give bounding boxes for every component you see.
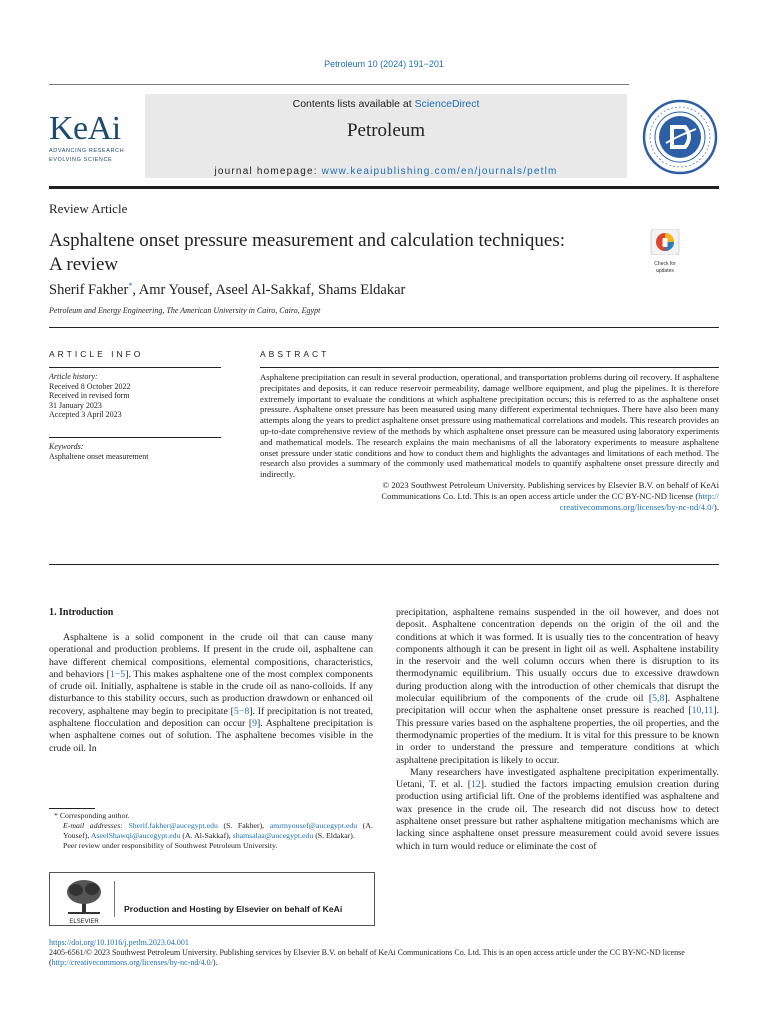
doi-link[interactable]: https://doi.org/10.1016/j.petlm.2023.04.001 (49, 938, 189, 947)
article-type: Review Article (49, 201, 128, 216)
crossmark-label-2: updates (656, 268, 674, 274)
abstract-rule (260, 367, 719, 368)
abstract-text: Asphaltene precipitation can result in several production, operational, and transportation problems during oil recovery. If asphaltene precipitates and deposits, it can reduce reservoir permeability, damage wellbore equipment, and plug the pipelines. It is therefore extremely important to evaluate the conditions at which asphaltene precipitation occurs; this is referred to as the asphaltene onset pressure. Asphaltene onset pressure has been measured using many different experimental techniques. There have also been many attempts along the years to predict asphaltene onset pressure using mathematical correlations and models. This research provides an up-to-date comprehensive review of the methods by which asphaltene onset pressure can be measured using laboratory experiments and mathematical models. The research explains the main mechanisms of all the laboratory experiments to measure asphaltene onset pressure under static conditions and how to conduct them and highlights the advantages and limitations of each method. The research also provides a summary of the commonly used mathematical models to quantify asphaltene onset pressure directly and indirectly. © 2023 Southwest Petroleum University. Publishing services by Elsevier B.V. on behalf of KeAi Communications Co. Ltd. This is an open access article under the CC BY-NC-ND license (http:// creativecommons.org/licenses/by-nc-nd/4.0/). (260, 372, 719, 512)
journal-homepage: journal homepage: www.keaipublishing.com/en/journals/petlm (214, 166, 558, 177)
footnote-rule (49, 808, 95, 809)
citation-link[interactable]: 12 (471, 779, 481, 791)
keywords-rule (49, 437, 221, 438)
running-head[interactable]: Petroleum 10 (2024) 191−201 (324, 59, 444, 69)
author-list: Sherif Fakher*, Amr Yousef, Aseel Al-Sakkaf, Shams Eldakar (49, 281, 406, 298)
article-info-rule (49, 367, 221, 368)
crossmark-icon (645, 229, 685, 255)
university-seal-icon (642, 99, 718, 175)
abstract-copyright: © 2023 Southwest Petroleum University. Publishing services by Elsevier B.V. on behalf of KeAi Communications Co. Ltd. This is an open access article under the CC BY-NC-ND license (http:// creativecommons.org/licenses/by-nc-nd/4.0/). (381, 479, 719, 512)
email-link[interactable]: Sherif.fakher@aucegypt.edu (128, 821, 218, 830)
citation-link[interactable]: 5,8 (652, 693, 665, 705)
abstract-heading: ABSTRACT (260, 349, 330, 359)
contents-line: Contents lists available at ScienceDirect (292, 98, 480, 110)
license-link-a[interactable]: http:// (698, 490, 719, 501)
masthead-rule (49, 186, 719, 189)
footer-license-link[interactable]: http://creativecommons.org/licenses/by-nc-nd/4.0/ (51, 958, 213, 967)
check-for-updates-button[interactable] (645, 229, 685, 274)
journal-name: Petroleum (346, 120, 426, 141)
author-link[interactable]: Sherif Fakher (49, 281, 129, 298)
corresponding-mark[interactable]: * (128, 281, 133, 290)
citation-link[interactable]: 1−5 (109, 668, 126, 680)
top-rule (49, 84, 629, 85)
citation-link[interactable]: 5−8 (233, 705, 250, 717)
email-link[interactable]: amrmyousef@aucegypt.edu (269, 821, 358, 830)
crossmark-label-1: Check for (654, 261, 676, 267)
keai-tagline-2: EVOLVING SCIENCE (49, 157, 113, 163)
divider (49, 564, 719, 565)
divider (49, 327, 719, 328)
elsevier-tree-icon (58, 878, 110, 916)
keai-wordmark: KeAi (49, 110, 121, 147)
keywords-block: Keywords: Asphaltene onset measurement (49, 442, 149, 461)
citation-link[interactable]: 9 (252, 718, 258, 730)
elsevier-logo: ELSEVIER (58, 878, 110, 922)
paragraph: precipitation, asphaltene remains suspended in the oil however, and does not deposit. Asphaltene concentration depends on the origin of the oil and the conditions at which it was formed. It is usually ties to the concentration of heavy components although it can be present in light oil as well. Asphaltene instability in the reservoir and the well column occurs when there is disruption to its thermodynamic equilibrium. This usually occurs due to excessive drawdown during production along with the introduction of other chemicals that disrupt the molecular equilibrium of the components of the crude oil [5,8]. Asphaltene precipitation will occur when the asphaltene onset pressure is reached [10,11]. This pressure varies based on the asphaltene properties, the oil properties, and the thermodynamic properties of the medium. It is vital for this pressure to be known in order to understand the pressure and temperature conditions at which asphaltene precipitation is likely to occur. (396, 607, 719, 766)
homepage-link[interactable]: www.keaipublishing.com/en/journals/petlm (321, 166, 558, 177)
email-link[interactable]: AseelShawqi@aucegypt.edu (90, 831, 181, 840)
article-info-heading: ARTICLE INFO (49, 349, 144, 359)
footnotes: * Corresponding author. E-mail addresses: Sherif.fakher@aucegypt.edu (S. Fakher), amrmyousef@aucegypt.edu (A. Yousef), AseelShawqi@aucegypt.edu (A. Al-Sakkaf), shamsalaa@aucegypt.edu (S. Eldakar). Peer review under responsibility of Southwest Petroleum University. (54, 811, 373, 850)
elsevier-hosting-box (49, 872, 375, 926)
body-column-right (396, 607, 719, 853)
paragraph: Asphaltene is a solid component in the crude oil that can cause many operational and production problems. If present in the crude oil, asphaltene can have different chemical compositions, elemental compositions, characteristics, and behaviors [1−5]. This makes asphaltene one of the most complex components of crude oil. Initially, asphaltene is stable in the crude oil as nano-colloids. If any disturbance to this stability occurs, such as production drawdown or enhanced oil recovery, asphaltene may begin to precipitate [5−8]. If precipitation is not treated, asphaltene flocculation and deposition can occur [9]. Asphaltene precipitation is when asphaltene comes out of solution. The asphaltene becomes visible in the crude oil. In (49, 632, 373, 754)
elsevier-hosting-text: Production and Hosting by Elsevier on behalf of KeAi (124, 904, 343, 914)
article-title: Asphaltene onset pressure measurement and calculation techniques: A review (49, 230, 565, 275)
body-column-left (49, 632, 373, 755)
sciencedirect-link[interactable]: ScienceDirect (414, 98, 480, 110)
affiliation: Petroleum and Energy Engineering, The American University in Cairo, Cairo, Egypt (49, 306, 321, 315)
citation-link[interactable]: 10,11 (691, 705, 714, 717)
keai-logo (49, 112, 133, 164)
elsevier-divider (114, 881, 115, 917)
section-heading-introduction: 1. Introduction (49, 607, 114, 618)
keai-tagline-1: ADVANCING RESEARCH (49, 148, 125, 154)
article-footer: https://doi.org/10.1016/j.petlm.2023.04.001 2405-6561/© 2023 Southwest Petroleum University. Publishing services by Elsevier B.V. on behalf of KeAi Communications Co. Ltd. This is an open access article under the CC BY-NC-ND license (http://creativecommons.org/licenses/by-nc-nd/4.0/). (49, 938, 719, 968)
license-link-b[interactable]: creativecommons.org/licenses/by-nc-nd/4.0/ (559, 501, 714, 512)
email-link[interactable]: shamsalaa@aucegypt.edu (232, 831, 314, 840)
journal-masthead (145, 94, 627, 178)
article-history: Article history: Received 8 October 2022 Received in revised form 31 January 2023 Accepted 3 April 2023 (49, 372, 131, 420)
paragraph: Many researchers have investigated asphaltene precipitation experimentally. Uetani, T. et al. [12]. studied the factors impacting emulsion creation during production using artificial lift. One of the problems identified was asphaltene and wax presence in the crude oil. The research did not discuss how to detect asphaltene onset pressure but rather asphaltene mitigation mechanisms which are lacking since asphaltene onset pressure measurement could avoid severe issues which in turn would reduce or eliminate the cost of (396, 766, 719, 852)
